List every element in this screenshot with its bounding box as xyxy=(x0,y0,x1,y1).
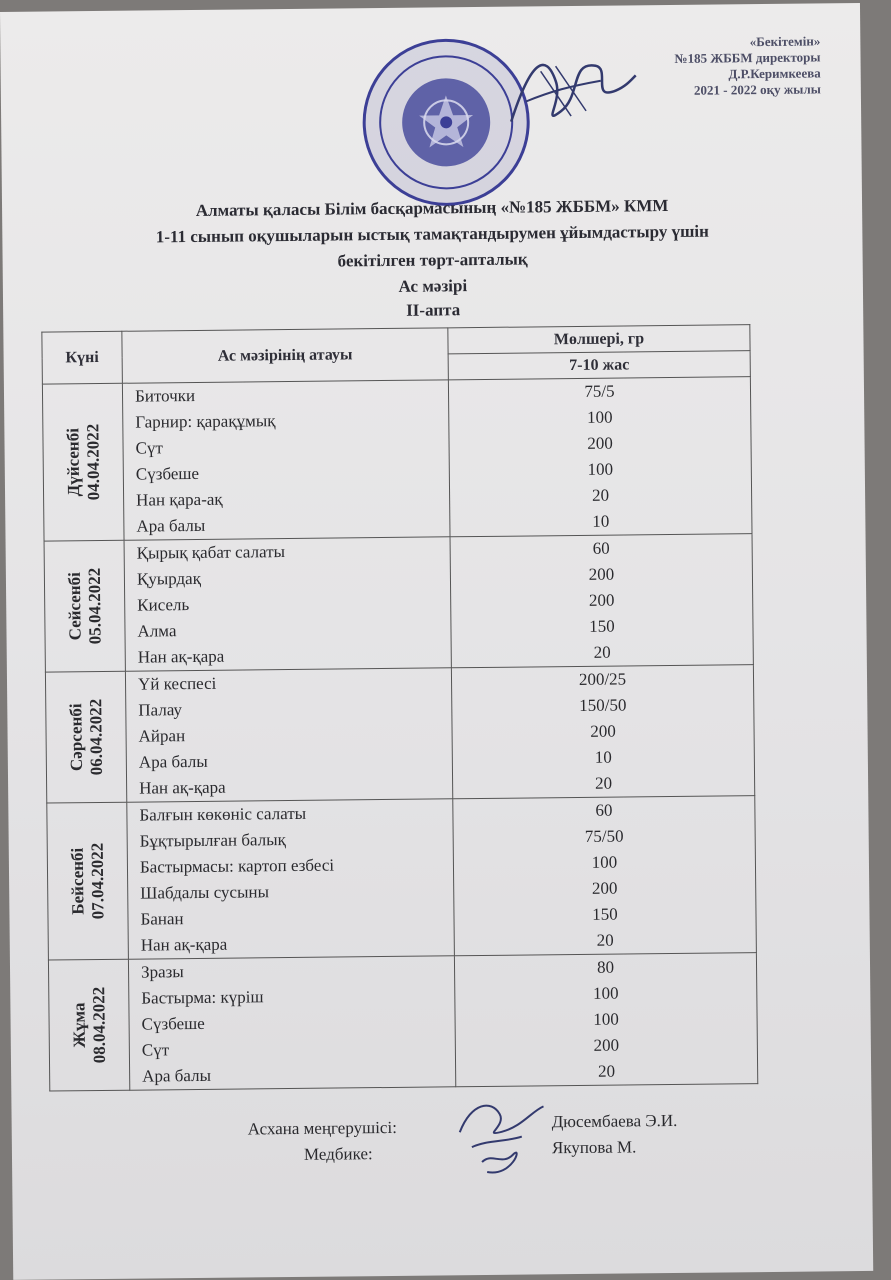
day-date: 04.04.2022 xyxy=(82,423,103,501)
day-date: 05.04.2022 xyxy=(84,567,105,645)
day-name: Сәрсенбі xyxy=(65,703,86,772)
dish-item: Гарнир: қарақұмық xyxy=(135,411,276,432)
dish-item: Бұқтырылған балық xyxy=(139,830,286,851)
dish-item: Сүзбеше xyxy=(135,463,200,484)
dish-item: Қуырдақ xyxy=(136,568,202,589)
dish-item: Зразы xyxy=(140,962,184,982)
amount-value: 100 xyxy=(586,407,613,427)
dish-item: Нан қара-ақ xyxy=(136,489,223,510)
amount-value: 100 xyxy=(593,1009,619,1029)
amount-value: 20 xyxy=(598,1061,616,1081)
nurse-name: Якупова М. xyxy=(551,1137,637,1158)
day-date: 07.04.2022 xyxy=(87,842,108,920)
approval-line-2: №185 ЖББМ директоры xyxy=(674,49,821,66)
dish-list xyxy=(122,380,450,540)
dish-item: Нан ақ-қара xyxy=(140,934,228,955)
dish-item: Биточки xyxy=(134,385,196,406)
dish-list xyxy=(128,956,455,1090)
day-name: Жұма xyxy=(68,1002,89,1048)
day-name: Сейсенбі xyxy=(64,572,85,641)
col-header-age: 7-10 жас xyxy=(448,351,750,380)
dish-item: Сүзбеше xyxy=(141,1013,205,1034)
approval-line-1: «Бекітемін» xyxy=(749,33,821,50)
amount-value: 75/5 xyxy=(584,381,615,401)
amount-value: 200/25 xyxy=(578,669,627,689)
day-date: 06.04.2022 xyxy=(85,698,106,776)
dish-list xyxy=(124,537,451,671)
dish-item: Үй кеспесі xyxy=(137,673,217,694)
table-row xyxy=(42,377,752,541)
day-name: Дүйсенбі xyxy=(62,428,83,497)
amount-value: 200 xyxy=(588,564,615,584)
amount-value: 200 xyxy=(587,433,613,453)
table-row xyxy=(47,796,757,960)
dish-item: Сүт xyxy=(141,1040,170,1060)
amount-value: 150/50 xyxy=(579,695,627,715)
dish-item: Шабдалы сусыны xyxy=(140,882,270,903)
dish-item: Айран xyxy=(138,726,186,746)
dish-item: Балғын көкөніс салаты xyxy=(139,803,307,825)
col-header-amount: Мөлшері, гр xyxy=(448,325,750,354)
dish-item: Палау xyxy=(138,700,183,720)
amount-value: 20 xyxy=(591,485,610,505)
amount-value: 75/50 xyxy=(584,826,624,846)
amount-list xyxy=(454,953,757,1087)
amount-value: 60 xyxy=(592,538,610,558)
dish-item: Ара балы xyxy=(138,751,208,772)
amount-value: 200 xyxy=(590,721,616,741)
col-header-dish: Ас мәзірінің атауы xyxy=(122,328,449,383)
dish-item: Кисель xyxy=(137,595,190,615)
dish-item: Сүт xyxy=(135,438,163,458)
day-date: 08.04.2022 xyxy=(88,986,109,1064)
amount-value: 150 xyxy=(592,904,618,924)
dish-item: Бастырма: күріш xyxy=(141,987,264,1008)
col-header-day: Күні xyxy=(42,331,123,384)
table-row xyxy=(44,534,753,672)
amount-value: 100 xyxy=(592,983,619,1003)
dish-item: Қырық қабат салаты xyxy=(136,542,286,563)
amount-value: 10 xyxy=(592,511,610,531)
week-label: II-апта xyxy=(406,300,461,320)
menu-table xyxy=(41,324,758,1091)
title-line-1: Алматы қаласы Білім басқармасының «№185 ЖББМ» КММ xyxy=(195,196,669,220)
day-cell xyxy=(45,671,126,803)
title-line-2: 1-11 сынып оқушыларын ыстық тамақтандырумен ұйымдастыру үшін xyxy=(155,221,709,247)
director-signature-icon xyxy=(500,40,641,141)
document-page xyxy=(0,3,873,1280)
approval-line-3: Д.Р.Керимкеева xyxy=(728,65,821,82)
dish-item: Ара балы xyxy=(136,515,206,536)
dish-list xyxy=(125,668,452,802)
amount-value: 60 xyxy=(595,800,613,820)
nurse-role-label: Медбике: xyxy=(303,1144,373,1164)
amount-value: 10 xyxy=(594,747,612,767)
amount-list xyxy=(453,796,757,956)
amount-value: 80 xyxy=(596,957,615,977)
day-name: Бейсенбі xyxy=(67,847,87,915)
title-line-3: бекітілген төрт-апталық xyxy=(337,249,528,271)
amount-value: 200 xyxy=(593,1035,620,1055)
cook-signature-icon xyxy=(451,1091,552,1182)
menu-heading: Ас мәзірі xyxy=(398,276,468,296)
cook-role-label: Асхана меңгерушісі: xyxy=(247,1117,397,1139)
dish-list xyxy=(127,799,455,959)
table-row xyxy=(45,665,754,803)
amount-value: 20 xyxy=(596,930,614,950)
cook-name: Дюсембаева Э.И. xyxy=(551,1110,678,1132)
dish-item: Алма xyxy=(137,621,177,641)
dish-item: Ара балы xyxy=(142,1065,212,1086)
day-cell xyxy=(48,959,129,1091)
table-row xyxy=(48,953,757,1091)
day-cell xyxy=(44,540,125,672)
dish-item: Бастырмасы: картоп езбесі xyxy=(139,855,335,877)
amount-value: 200 xyxy=(588,590,615,610)
amount-list xyxy=(451,665,754,799)
dish-item: Нан ақ-қара xyxy=(137,646,225,667)
amount-list xyxy=(450,534,753,668)
amount-value: 100 xyxy=(591,852,618,872)
amount-value: 20 xyxy=(595,773,613,793)
amount-value: 200 xyxy=(591,878,618,898)
day-cell xyxy=(42,383,124,541)
amount-list xyxy=(448,377,752,537)
amount-value: 100 xyxy=(587,459,614,479)
amount-value: 20 xyxy=(593,642,611,662)
approval-line-4: 2021 - 2022 оқу жылы xyxy=(693,81,821,98)
dish-item: Банан xyxy=(140,909,184,929)
day-cell xyxy=(47,802,129,960)
dish-item: Нан ақ-қара xyxy=(139,777,226,798)
amount-value: 150 xyxy=(589,616,615,636)
